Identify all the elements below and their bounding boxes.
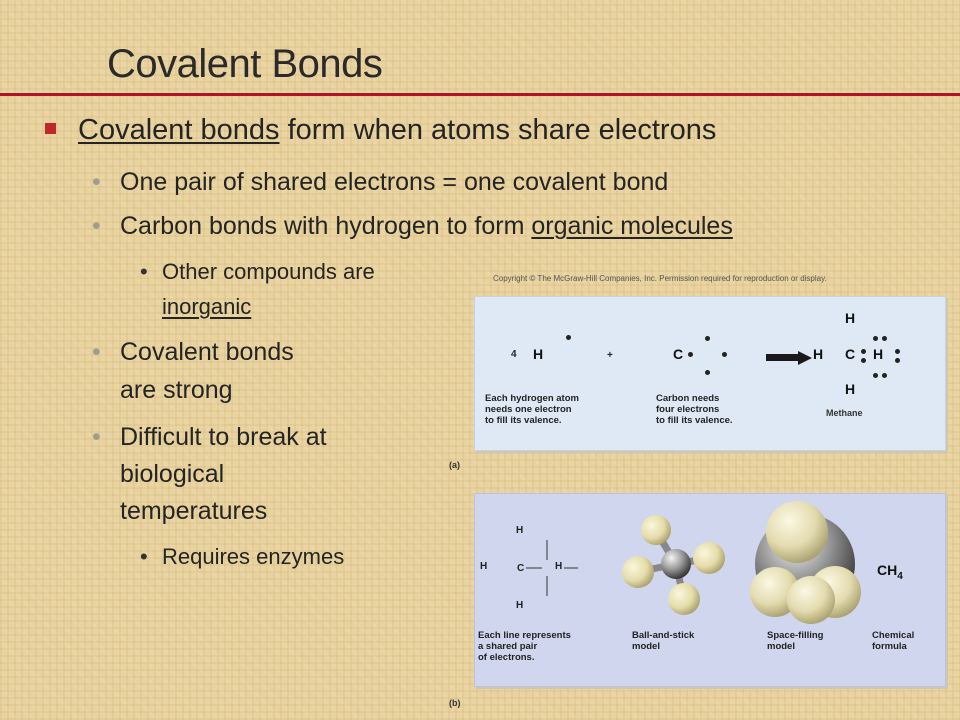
structural-c-center: C: [517, 563, 525, 574]
shared-electron-dot: [861, 349, 866, 354]
caption-line: Ball-and-stick: [632, 630, 695, 641]
electron-dot: [722, 352, 727, 357]
caption-line: to fill its valence.: [656, 415, 733, 426]
bullet-dot-icon: •: [92, 212, 101, 240]
bullet-dot-icon: •: [92, 338, 101, 366]
sub-bullet-strong-line1: Covalent bonds: [120, 338, 294, 366]
chemical-formula: [877, 562, 903, 582]
structural-h-left: H: [480, 561, 488, 572]
sub-bullet-shared-pair: One pair of shared electrons = one covalent bond: [120, 168, 669, 196]
sub-sub-bullet-enzymes: Requires enzymes: [162, 544, 345, 569]
sub-bullet-difficult-line3: temperatures: [120, 497, 268, 525]
methane-h-bottom: H: [845, 381, 856, 397]
sub-sub-bullet-other-line1: Other compounds are: [162, 259, 375, 284]
caption-line: formula: [872, 641, 907, 652]
hydrogen-coefficient: 4: [511, 349, 517, 360]
sub-bullet-carbon-prefix: Carbon bonds with hydrogen to form: [120, 212, 532, 240]
structural-h-bottom: H: [516, 600, 524, 611]
term-covalent-bonds: Covalent bonds: [78, 114, 280, 146]
caption-line: model: [632, 641, 660, 652]
caption-line: needs one electron: [485, 404, 572, 415]
caption-carbon: [656, 393, 733, 426]
electron-dot: [705, 370, 710, 375]
bullet-covalent-bonds-rest: form when atoms share electrons: [279, 114, 717, 146]
term-inorganic: inorganic: [162, 294, 252, 319]
caption-line: Carbon needs: [656, 393, 720, 404]
bullet-covalent-bonds: [78, 114, 716, 147]
methane-h-top: H: [845, 310, 856, 326]
structural-h-right: H: [555, 561, 563, 572]
copyright-notice: Copyright © The McGraw-Hill Companies, Inc. Permission required for reproduction or display.: [493, 274, 827, 283]
electron-dot: [688, 352, 693, 357]
caption-line: Space-filling: [767, 630, 824, 641]
sub-bullet-strong-line2: are strong: [120, 376, 233, 404]
bullet-dot-icon: •: [92, 168, 101, 196]
caption-hydrogen: [485, 393, 579, 426]
caption-line: a shared pair: [478, 641, 538, 652]
electron-dot: [566, 335, 571, 340]
bullet-dot-icon: •: [140, 544, 148, 569]
plus-sign: +: [607, 350, 613, 361]
electron-dot: [705, 336, 710, 341]
shared-electron-dot: [882, 373, 887, 378]
structural-h-top: H: [516, 525, 524, 536]
structural-bond-lines: [480, 536, 580, 600]
methane-h-left: H: [813, 346, 824, 362]
shared-electron-dot: [873, 373, 878, 378]
caption-line: Each line represents: [478, 630, 571, 641]
methane-h-right: H: [873, 346, 884, 362]
caption-structural: [478, 630, 571, 663]
panel-a-label: (a): [449, 460, 460, 470]
caption-line: of electrons.: [478, 652, 535, 663]
methane-label: Methane: [826, 408, 863, 418]
ball-and-stick-model-icon: [618, 508, 728, 618]
panel-b-label: (b): [449, 698, 461, 708]
formula-base: CH: [877, 562, 898, 578]
caption-line: Each hydrogen atom: [485, 393, 579, 404]
caption-space-filling: [767, 630, 823, 652]
caption-line: four electrons: [656, 404, 720, 415]
shared-electron-dot: [895, 349, 900, 354]
caption-line: Chemical: [872, 630, 915, 641]
caption-line: model: [767, 641, 795, 652]
caption-line: to fill its valence.: [485, 415, 562, 426]
methane-c-center: C: [845, 346, 856, 362]
shared-electron-dot: [861, 358, 866, 363]
shared-electron-dot: [882, 336, 887, 341]
reaction-arrow-icon: [766, 351, 812, 365]
bullet-dot-icon: •: [140, 259, 148, 284]
carbon-atom: C: [673, 346, 684, 362]
sub-bullet-difficult-line1: Difficult to break at: [120, 423, 327, 451]
slide-title: Covalent Bonds: [107, 42, 383, 86]
title-rule: [0, 93, 960, 96]
hydrogen-atom: H: [533, 346, 544, 362]
caption-chemical-formula: [872, 630, 914, 652]
term-organic-molecules: organic molecules: [531, 212, 733, 240]
sub-bullet-difficult-line2: biological: [120, 460, 225, 488]
shared-electron-dot: [895, 358, 900, 363]
sub-bullet-carbon-hydrogen: [120, 212, 733, 241]
shared-electron-dot: [873, 336, 878, 341]
bullet-dot-icon: •: [92, 423, 101, 451]
bullet-square-icon: [45, 123, 56, 134]
caption-ball-and-stick: [632, 630, 694, 652]
space-filling-model-icon: [745, 496, 873, 628]
formula-subscript: 4: [897, 570, 903, 582]
